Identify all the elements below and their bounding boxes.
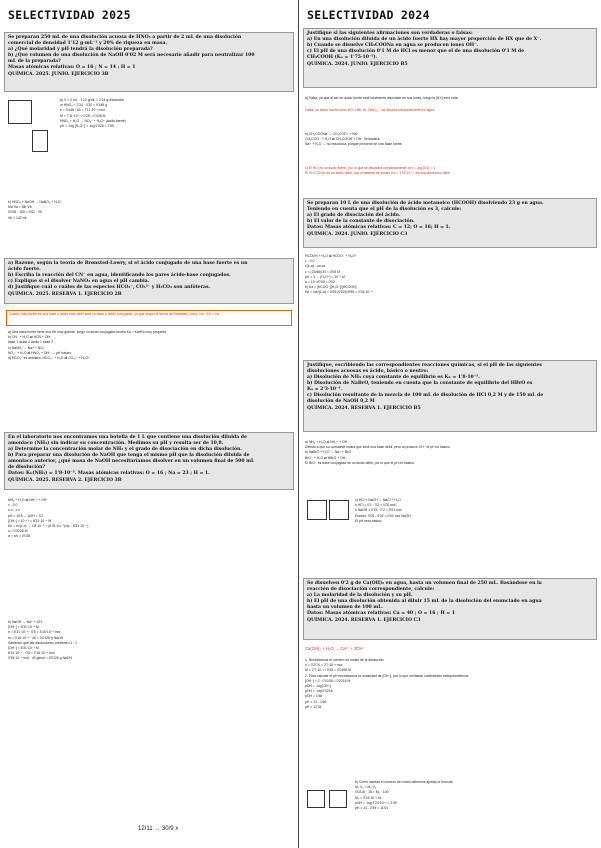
work-line: Kb = x²/(c-x) → 1'8·10⁻⁵ = (6'31·10⁻⁴)²/(c - 6'31·10⁻⁴) [8, 524, 89, 529]
question-box-2024-junio-b5 [303, 28, 597, 88]
work-line: NO₂⁻ + H₂O ⇌ HNO₂ + OH⁻ → pH básico [8, 350, 72, 355]
work-line: 0'0216 · 15 = M₂ · 100 [355, 790, 389, 795]
question-line: comercial de densidad 1'12 g·mL⁻¹ y 20% de riqueza en masa. [8, 41, 168, 46]
data-sketch-box [8, 100, 32, 124]
work-line: b) HNO₃ + NaOH → NaNO₃ + H₂O [8, 200, 61, 204]
work-line: BrO⁻ + H₂O ⇌ HBrO + OH⁻ [305, 455, 348, 460]
question-line: Se preparan 250 mL de una disolución acuosa de HNO₃ a partir de 2 mL de una disolución [8, 35, 242, 40]
beaker-sketch [329, 500, 349, 520]
question-line: Justifique si las siguientes afirmaciones son verdaderas o falsas: [307, 31, 473, 36]
work-line: Sabiendo que las disoluciones contienen 1 : 1 [8, 640, 77, 645]
work-line: Debido a que su constante indica que será una base débil, pero al producir OH⁻ el pH es básico. [305, 445, 451, 450]
work-line: c(1-α) - cα cα [305, 264, 326, 269]
question-box-2024-reserva1-c3 [303, 578, 597, 640]
work-line: Ka = cα²/(1-α) = 0'05·(0'02)²/0'98 = 2'04·10⁻⁵ [305, 290, 373, 295]
work-line: pOH = 1'66 [305, 694, 323, 699]
question-line: b) ¿Qué volumen de una disolución de NaOH 0'02 M será necesario añadir para neutralizar 100 [8, 53, 255, 58]
question-box-2025-junio [4, 32, 294, 92]
work-line: M = 7'11·10⁻³ / 0'25 = 0'028 M [60, 113, 106, 118]
work-line: Vb = 142 mL [8, 215, 28, 220]
question-box-2024-junio-c3 [303, 198, 597, 248]
handwritten-work-2024-b5c [355, 498, 595, 568]
work-line: n NaOH = 0'15 · 0'2 = 0'03 mol [355, 508, 402, 513]
question-line: Teniendo en cuenta que el pH de la disolución es 3, calcule: [307, 207, 462, 212]
work-line: b) NaOH → Na⁺ + OH⁻ [8, 620, 44, 624]
work-line: [OH⁻] = 6'31·10⁻⁴ M [8, 646, 39, 651]
question-reference: QUÍMICA. 2024. RESERVA 1. EJERCICIO B5 [307, 406, 421, 411]
work-line: n = 0'2/74 = 2'7·10⁻³ mol [305, 663, 343, 668]
work-line: b) Como cambia el número de moles debemos ajustar la fórmula: [355, 780, 454, 784]
work-line: Exceso: 0'03 - 0'02 = 0'01 mol NaOH [355, 513, 411, 518]
question-line: c) Explique si el disolver NaNO₂ en agua el pH cambia. [8, 279, 150, 284]
question-line: de disolución? [8, 465, 46, 470]
flask-sketch [329, 790, 347, 808]
work-line: base 1 ácido 2 ácido 1 base 2 [8, 340, 54, 345]
work-line: El CH₃COOH es un ácido débil, con constante de acidez Ka = 1'75·10⁻⁵, es una disolución débil [305, 171, 450, 176]
question-reference: QUÍMICA. 2025. RESERVA 1. EJERCICIO 2B [8, 292, 122, 297]
question-reference: QUÍMICA. 2024. JUNIO. EJERCICIO B5 [307, 62, 408, 67]
beaker-sketch [307, 500, 327, 520]
work-line: 6'31·10⁻⁴ · 0'5 = 3'16·10⁻⁴ mol [8, 651, 55, 656]
handwritten-work-q3b [8, 620, 292, 780]
left-column [0, 0, 298, 848]
question-line: Justifique, escribiendo las correspondientes reacciones químicas, si el pH de las siguientes [307, 363, 542, 368]
handwritten-work-q1b [8, 200, 288, 250]
question-reference: QUIMICA. 2024. JUNIO. EJERCICIO C3 [307, 232, 408, 237]
question-line: a) El grado de disociación del ácido. [307, 213, 401, 218]
question-box-2025-reserva2 [4, 432, 294, 490]
handwritten-work-2024-c [305, 166, 595, 188]
work-line: Ma·Va = Mb·Vb [8, 205, 32, 210]
question-line: disolución de NaOH 0,2 M [307, 399, 375, 404]
question-line: b) Cuando se disuelve CH₃COONa en agua se producen iones OH⁻. [307, 43, 479, 48]
question-line: disoluciones acuosas es ácido, básico o neutro: [307, 369, 429, 374]
question-box-2025-reserva1 [4, 258, 294, 304]
work-line: c) NaNO₂ → Na⁺ + NO₂⁻ [8, 345, 46, 350]
work-line: c = (23/46)/10 = 0'05 M [305, 269, 340, 274]
work-line: m HNO₃ = 2'24 · 0'20 = 0'448 g [60, 103, 108, 108]
question-line: a) Razone, según la teoría de Brønsted-Lowry, si el ácido conjugado de una base fuerte es un [8, 261, 248, 266]
work-line: M₂ = 3'24·10⁻³ M [355, 795, 381, 800]
question-reference: QUÍMICA. 2025. RESERVA 2. EJERCICIO 3B [8, 478, 122, 483]
work-line: M₁·V₁ = M₂·V₂ [355, 785, 377, 790]
work-line: pH = 14 - 2'49 = 11'51 [355, 806, 389, 811]
work-line: d) HCO₃⁻ es anfótera: HCO₃⁻ + H₂O ⇌ CO₃²⁻ + H₃O⁺ [8, 356, 90, 361]
work-line: 3'16·10⁻⁴ mol · 40 g/mol = 0'0126 g NaOH [8, 656, 73, 661]
left-title: SELECTIVIDAD 2025 [8, 8, 131, 22]
work-line: [OH⁻] = 6'31·10⁻⁴ M [8, 625, 39, 630]
work-line: c-x - x x [8, 508, 20, 513]
question-line: ácido fuerte. [8, 267, 41, 272]
question-line: b) Escriba la reacción del CN⁻ en agua, identificando los pares ácido-base conjugados. [8, 273, 231, 278]
question-line: Masas atómicas relativas: O = 16 ; N = 14 ; H = 1 [8, 65, 136, 70]
work-line: b) NaBrO + H₂O → Na⁺ + BrO⁻ [305, 450, 353, 455]
right-column [299, 0, 601, 848]
work-line: a) Falsa, ya que al ser un ácido fuerte está totalmente disociado en sus iones, luego la [HX] será nula. [305, 96, 459, 100]
question-reference: QUÍMICA. 2024. RESERVA 1. EJERCICIO C3 [307, 618, 421, 623]
work-line: pOH = -log 0'0216 [305, 689, 333, 694]
work-line: n HCl = 0'1 · 0'2 = 0'02 mol [355, 503, 396, 508]
page-footer-note: 12/11 → 30/9 x [138, 826, 179, 832]
question-line: Datos: Masas atómicas relativas: C = 12; O = 16; H = 1. [307, 225, 451, 230]
handwritten-work-q1 [60, 98, 290, 198]
work-line: 2. Para calcular el pH necesitamos la molaridad de [OH⁻], por lo que mediante coeficientes estequiométricos [305, 673, 469, 678]
work-line: pH = 12'34 [305, 704, 322, 709]
question-box-2024-reserva1-b5 [303, 360, 597, 432]
question-line: Se disuelven 0'2 g de Ca(OH)₂ en agua, hasta un volumen final de 250 mL. Basándose en la [307, 581, 542, 586]
handwritten-work-2024-c3 [305, 254, 595, 352]
work-line: b) CH₃COONa → CH₃COO⁻ + Na⁺ [305, 132, 359, 136]
handwritten-work-2024-c3c [355, 780, 595, 844]
question-line: a) La molaridad de la disolución y su pH. [307, 593, 413, 598]
handwritten-work-2024-b [305, 132, 595, 164]
question-line: mL de la preparada? [8, 59, 61, 64]
work-line: 0'028 · 100 = 0'02 · Vb [8, 210, 43, 215]
question-line: c) Disolución resultante de la mezcla de 100 mL de disolución de HCl 0,2 M y de 150 mL de [307, 393, 544, 398]
work-line: pOH = -log [OH⁻] [305, 684, 332, 689]
work-line: Falsa, un ácido fuerte como HCl, HBr, HI, HNO₃ ... se disocia completamente en agua. [305, 108, 436, 112]
question-line: Kₐ = 2'3·10⁻⁹. [307, 387, 343, 392]
work-line: α = x/c = 0'028 [8, 534, 31, 539]
work-line: c) HCl + NaOH → NaCl + H₂O [355, 498, 401, 502]
work-line: pH = -log [H₃O⁺] = -log 0'028 = 1'55 [60, 124, 114, 129]
highlighted-note: Cuanto más fuerte es una base o ácido más débil será su base o ácido conjugado, ya que según la teoría de Brønsted-Lowry: Ka · Kb = Kw [6, 310, 292, 326]
work-line: M = 2'7·10⁻³ / 0'25 = 0'0108 M [305, 668, 351, 673]
question-reference: QUÍMICA. 2025. JUNIO. EJERCICIO 3B [8, 72, 109, 77]
question-line: CH₃COOH (Kₐ = 1'75·10⁻⁵). [307, 55, 378, 60]
question-line: b) El pH de una disolución obtenida al diluir 15 mL de la disolución del enunciado en agua [307, 599, 542, 604]
question-line: b) Disolución de NaBrO, teniendo en cuenta que la constante de equilibrio del HBrO es [307, 381, 533, 386]
handwritten-work-2024-c3b [305, 658, 595, 766]
work-line: pH = 3 → [H₃O⁺] = 10⁻³ M [305, 274, 345, 279]
handwritten-work-2024-b5 [305, 440, 595, 496]
work-line: CH₃COO⁻ + H₂O ⇌ CH₃COOH + OH⁻ Verdadera [305, 137, 380, 142]
work-line: pH = 10'8 → pOH = 3'2 [8, 513, 44, 518]
question-line: c) El pH de una disolución 0'1 M de HCl es menor que el de una disolución 0'1 M de [307, 49, 525, 54]
question-line: b) El valor de la constante de disociación. [307, 219, 415, 224]
question-line: En el laboratorio nos encontramos una botella de 1 L que contiene una disolución diluida de [8, 435, 247, 440]
work-line: c = 0'0228 M [8, 529, 28, 534]
question-line: Datos: Masas atómicas relativas: Ca = 40 ; O = 16 ; H = 1 [307, 611, 455, 616]
work-line: El pH será básico. [355, 518, 383, 523]
question-line: amoniaco (NH₃) sin indicar su concentración. Medimos su pH y resulta ser de 10,8. [8, 441, 224, 446]
handwritten-correction [305, 108, 595, 128]
work-line: pOH = -log 3'24·10⁻³ = 2'49 [355, 800, 397, 805]
question-line: a) Disolución de NH₃ cuya constante de equilibrio es Kₖ = 1'8·10⁻⁵. [307, 375, 480, 380]
work-line: c) El HCl es un ácido fuerte, por lo que se disociará completamente: pH = -log [0'1] = 1 [305, 166, 436, 170]
work-line: b) Ka = [HCOO⁻][H₃O⁺]/[HCOOH] [305, 285, 357, 290]
handwritten-work-q3a [8, 498, 292, 608]
question-line: a) En una disolución diluida de un ácido fuerte HX hay mayor proporción de HX que de X⁻. [307, 37, 542, 42]
work-line: El BrO⁻ es base conjugada de un ácido débil, por lo que el pH es básico. [305, 460, 415, 465]
question-line: amoniaco anterior, ¿qué masa de NaOH necesitaríamos disolver en un volumen final de 500 mL [8, 459, 255, 464]
work-line: b) CN⁻ + H₂O ⇌ HCN + OH⁻ [8, 335, 52, 340]
work-line: a) Una base fuerte tiene una Kb muy grande, luego su ácido conjugado tendrá Ka = Kw/Kb muy pequeña. [8, 330, 167, 334]
right-title: SELECTIVIDAD 2024 [307, 8, 430, 22]
work-line: NH₃ + H₂O ⇌ NH₄⁺ + OH⁻ [8, 498, 49, 502]
flask-sketch [32, 130, 48, 152]
flask-sketch [307, 790, 325, 808]
work-line: Na⁺ + H₂O → no reacciona, porque proviene de una base fuerte. [305, 142, 403, 147]
work-line: a) NH₃ + H₂O ⇌ NH₄⁺ + OH⁻ [305, 440, 350, 444]
work-line: [OH⁻] = 2 · 0'0108 = 0'0216 M [305, 678, 351, 683]
work-line: n = 0'448 / 63 = 7'11·10⁻³ mol [60, 108, 105, 113]
question-line: Se preparan 10 L de una disolución de ácido metanoico (HCOOH) disolviendo 23 g en agua. [307, 201, 544, 206]
work-line: HCOOH + H₂O ⇌ HCOO⁻ + H₃O⁺ [305, 254, 357, 258]
question-line: d) Justifique cuál o cuáles de las especies HCO₃⁻, CO₃²⁻ y H₂CO₃ son anfóteras. [8, 285, 211, 290]
question-line: reacción de disociación correspondiente, calcule: [307, 587, 435, 592]
highlighted-equation: Ca(OH)₂ + H₂O → Ca²⁺ + 2OH⁻ [305, 646, 365, 651]
question-line: b) Para preparar una disolución de NaOH que tenga el mismo pH que la disolución diluida de [8, 453, 250, 458]
work-line: 1. Necesitamos el número de moles de la disolución: [305, 658, 385, 662]
handwritten-work-q2 [8, 330, 292, 426]
work-line: HNO₃ + H₂O → NO₃⁻ + H₃O⁺ (ácido fuerte) [60, 118, 126, 123]
question-line: hasta un volumen de 100 mL. [307, 605, 384, 610]
work-line: [OH⁻] = 10⁻³'² = 6'31·10⁻⁴ M [8, 518, 52, 523]
work-line: a) V = 2 mL · 1'12 g/mL = 2'24 g disolución [60, 98, 125, 102]
work-line: c - 0 0 [8, 503, 18, 508]
work-line: α = 10⁻³/0'05 = 0'02 [305, 280, 335, 285]
work-line: n = 6'31·10⁻⁴ · 0'5 = 3'16·10⁻⁴ mol [8, 630, 61, 635]
work-line: m = 3'16·10⁻⁴ · 40 = 0'0126 g NaOH [8, 635, 64, 640]
question-line: a) ¿Qué molaridad y pH tendrá la disolución preparada? [8, 47, 153, 52]
work-line: c - 0 0 [305, 259, 315, 264]
question-line: a) Determine la concentración molar de NH₃ y el grado de disociación en dicha disolución. [8, 447, 242, 452]
work-line: pH = 14 - 1'66 [305, 699, 327, 704]
question-line: Datos: Kₖ(NH₃) = 1'8·10⁻⁵. Masas atómicas relativas: O = 16 ; Na = 23 ; H = 1. [8, 471, 210, 476]
